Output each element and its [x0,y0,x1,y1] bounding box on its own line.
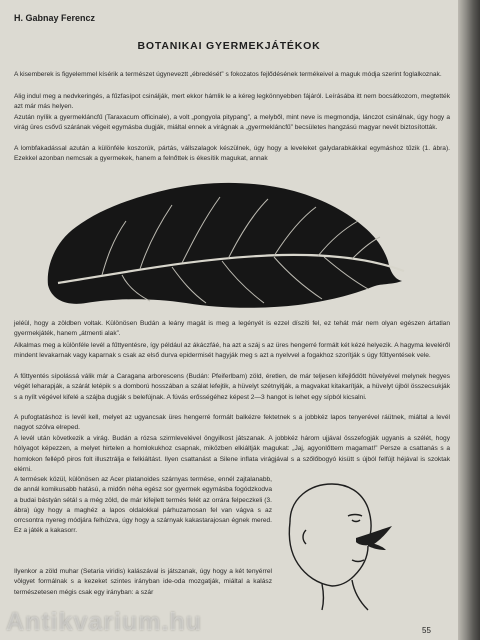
paragraph-2: Alig indul meg a nedvkeringés, a fűzfasípot csinálják, mert ekkor hámlik le a kéreg legkönnyebben fájáról. Leírásába itt nem bocsátkozom, megtették azt már más helyen. [14,93,450,111]
paragraph-7: A fűttyentés sípolássá válik már a Caragana arborescens (Budán: Pfeiferlbam) zöld, éretlen, de már teljesen kifejlődött hüvelyével melynek hegyes végét leharapják, a szárát letépik s a domború hosszában a szálat lefejtik, a hüvelyt szétnyitják, a magvakat kitakarítják, a hüvelyt újból összecsukják s a nyílt végével kifelé a szájba dugják s belefújnak. A fúvás erősségéhez képest 2—3 hangot is lehet egy sípból kicsalni. [14,373,450,401]
kakasorr-face-illustration [268,480,418,615]
paragraph-4: A lombfakadással azután a különféle koszorúk, pártás, vállszalagok készülnek, úgy hogy a leveleket galydarabkákkal egymáshoz tűzik (1. ábra). Ezekkel azonban nemcsak a gyermekek, hanem a felnőttek is ékesítik magukat, annak [14,145,450,163]
article-title: BOTANIKAI GYERMEKJÁTÉKOK [137,40,321,52]
page-edge-shadow [458,0,480,640]
watermark: Antikvarium.hu [6,608,202,636]
paragraph-9: A levél után következik a virág. Budán a rózsa szirmlevelével öngyilkost játszanak. A jobbkéz három ujjával összefogják ugyanis a szélét, hogy hólyagot képezzen, a melyet hirtelen a homlokukhoz csapnak, miközben elkiáltják magukat: „Jaj, agyonlőttem magamat!” Persze a csattanás s a homlokon fellépő piros folt illusztrálja e felkiáltást. Ilyen csattanást a Silene inflata virágjával s a szőlőbogyó kisütt s újból felfújt héjával is szoktak elérni. [14,435,450,473]
paragraph-1: A kisemberek is figyelemmel kísérik a természet úgyneveztt „ébredését” s fokozatos fejlődésének termékeivel a maguk módja szerint foglalkoznak. [14,71,442,78]
paragraph-3: Azután nyílik a gyermekláncfű (Taraxacum officinale), a volt „pongyola pitypang”, a melyből, mint neve is megmondja, lánczot csinálnak, úgy hogy a virág üres csővű szárának végeit egymásba dugják, miáltal ennek a virágnak a „gyermekláncfű” becsületes hangzású magyar nevét biztosították. [14,114,450,132]
paragraph-11: Ilyenkor a zöld muhar (Setaria viridis) kalászával is játszanak, úgy hogy a két tenyérrel völgyet formálnak s a kezeket szintes irányban ide-oda mozgatják, miáltal a kalász természetesen mégis csak egy irányban: a szár [14,568,272,596]
leaf-illustration [42,175,422,313]
paragraph-5: jeléül, hogy a zöldben voltak. Különösen Budán a leány magát is meg a legényét is ezzel díszíti fel, ez tehát már nem olyan egészen ártatlan gyermekjáték, hanem „átmenti alak”. [14,320,450,338]
paragraph-8: A pufogtatáshoz is levél kell, melyet az ugyancsak üres hengerré formált balkézre fektetnek s a jobbkéz lapos tenyerével ráütnek, miáltal a levél nagyot szólva elreped. [14,414,450,432]
page-number: 55 [422,626,431,635]
paragraph-6: Alkalmas meg a különféle levél a fűttyentésre, így például az ákáczfáé, ha azt a száj s az üres hengerré formált két kézé helyezik. A hagyma leveléről mindent levakarnak vagy kaparnak s csak az első durva epidermisét hagyják meg s azt a nyelvvel a fogakhoz szorítják s úgy fűttyentések vele. [14,342,450,360]
author-name: H. Gabnay Ferencz [14,13,96,23]
paragraph-10: A termések közül, különösen az Acer platanoides szárnyas termése, ennél zajtalanabb, de annál komikusabb hatású, a midőn néha egész sor gyermek egymásba fogódzkodva a budai bástyán sétál s a még zöld, de már kifejlett termés felét az orrára felpeczkeli (3. ábra) úgy hogy a maghéz a lapos oldalokkal párhuzamosan fel van vágva s az orrcsontra nyereg módjára felhúzva, úgy hogy a szárnyak kakastarajosan égnek mered. Ez a játék a kakasorr. [14,476,272,535]
